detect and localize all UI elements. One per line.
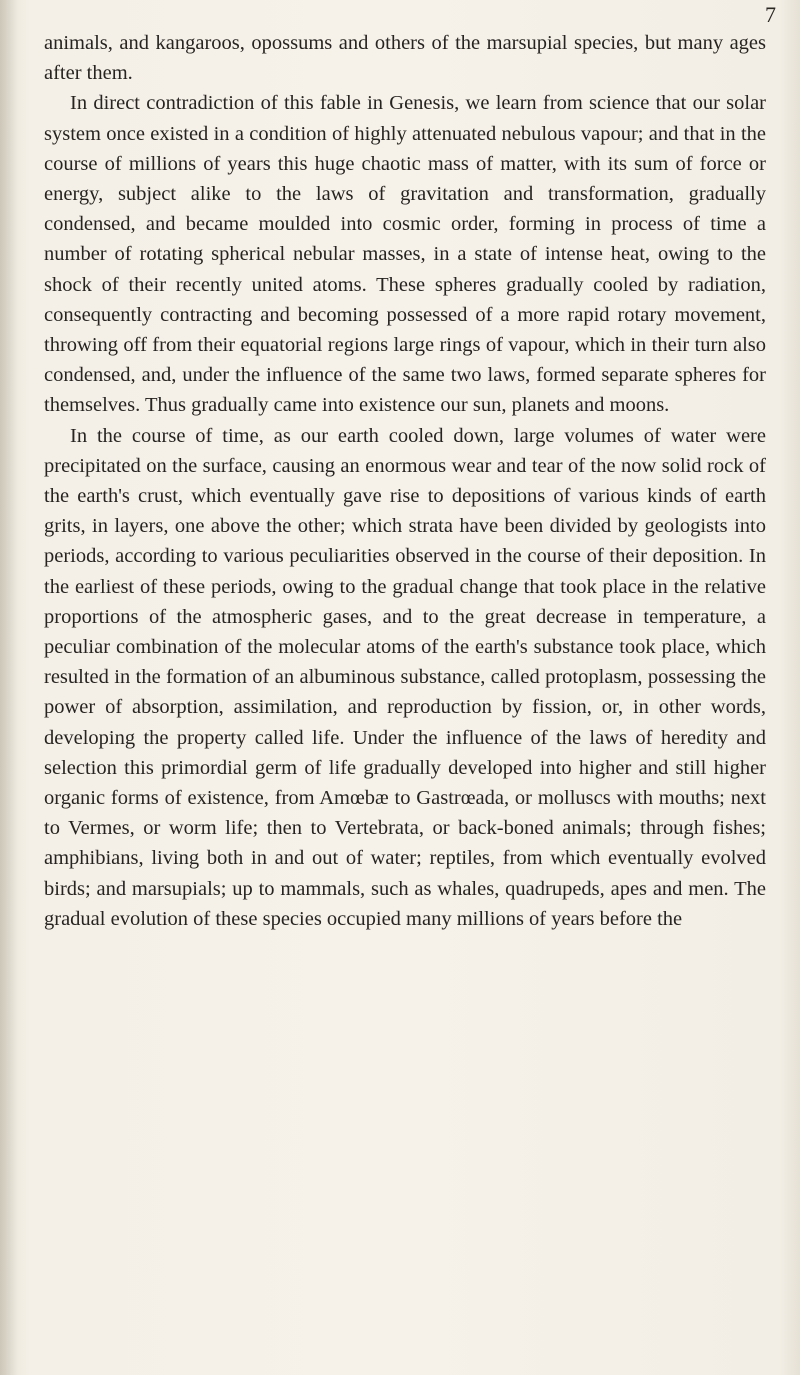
paragraph-earth-evolution: In the course of time, as our earth cooled down, large volumes of water were precipitated on the surface, causing an enormous wear and tear of the now solid rock of the earth's crust, which eventually gave rise to depositions of various kinds of earth grits, in layers, one above the other; which strata have been divided by geologists into periods, according to various peculiarities observed in the course of their deposition. In the earliest of these periods, owing to the gradual change that took place in the relative proportions of the atmospheric gases, and to the great decrease in temperature, a peculiar combination of the molecular atoms of the earth's substance took place, which resulted in the formation of an albuminous substance, called protoplasm, possessing the power of absorption, assimilation, and reproduction by fission, or, in other words, developing the property called life. Under the influence of the laws of heredity and selection this primordial germ of life gradually developed into higher and still higher organic forms of existence, from Amœbæ to Gastrœada, or molluscs with mouths; next to Vermes, or worm life; then to Vertebrata, or back-boned animals; through fishes; amphibians, living both in and out of water; reptiles, from which eventually evolved birds; and marsupials; up to mammals, such as whales, quadrupeds, apes and men. The gradual evolution of these species occupied many millions of years before the bbox=[44, 424, 766, 930]
page-number: 7 bbox=[765, 2, 776, 27]
body-text bbox=[44, 28, 766, 934]
page-gutter-shadow bbox=[0, 0, 18, 1375]
paragraph-solar-system: In direct contradiction of this fable in Genesis, we learn from science that our solar system once existed in a condition of highly attenuated nebulous vapour; and that in the course of millions of years this huge chaotic mass of matter, with its sum of force or energy, subject alike to the laws of gravitation and transformation, gradually condensed, and became moulded into cosmic order, forming in process of time a number of rotating spherical nebular masses, in a state of intense heat, owing to the shock of their recently united atoms. These spheres gradually cooled by radiation, consequently contracting and becoming possessed of a more rapid rotary movement, throwing off from their equatorial regions large rings of vapour, which in their turn also condensed, and, under the influence of the same two laws, formed separate spheres for themselves. Thus gradually came into existence our sun, planets and moons. bbox=[44, 92, 766, 417]
paragraph-continued: animals, and kangaroos, opossums and others of the marsupial species, but many ages after them. bbox=[44, 32, 766, 85]
